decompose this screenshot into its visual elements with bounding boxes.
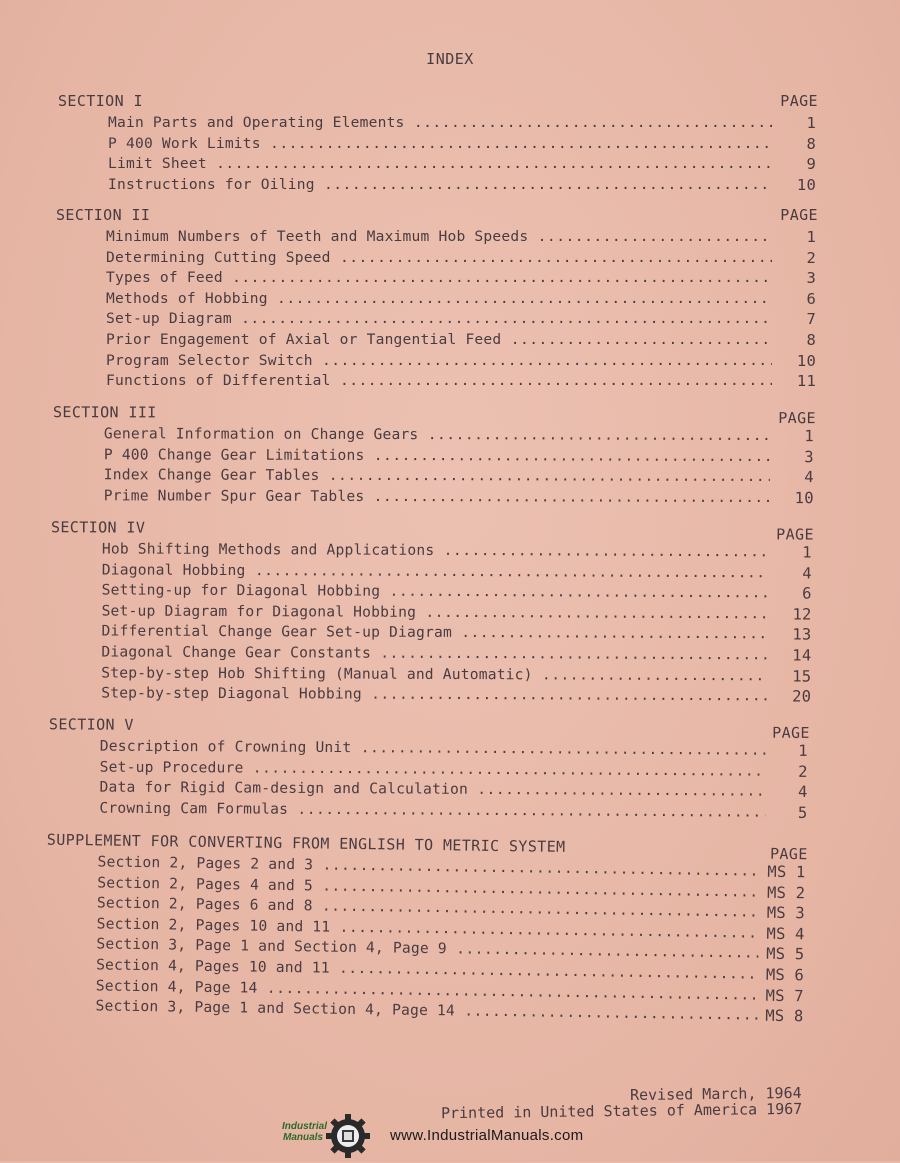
- entry-page-number: 10: [796, 351, 816, 370]
- entry-page-number: MS 2: [766, 883, 806, 902]
- entry-page-number: 8: [806, 134, 816, 153]
- section-header: [0, 206, 900, 228]
- section-6: [0, 830, 900, 1029]
- entry-page-number: 6: [806, 289, 816, 308]
- index-entry: [0, 446, 900, 469]
- entry-title: Instructions for Oiling .....: [108, 176, 772, 193]
- entry-page-number: 10: [794, 488, 814, 507]
- entry-page-number: 1: [798, 741, 808, 760]
- entry-title: Step-by-step Diagonal Hobbing .....: [101, 685, 767, 705]
- section-header: [0, 92, 900, 114]
- entry-page-number: 10: [796, 175, 816, 194]
- section-5: [0, 715, 900, 825]
- index-entry: [0, 290, 900, 311]
- page-column-label: PAGE: [780, 92, 818, 110]
- index-entry: [0, 155, 900, 176]
- section-2: [0, 206, 900, 393]
- page-column-label: PAGE: [776, 525, 814, 544]
- entry-title: Set-up Procedure .....: [100, 758, 766, 779]
- section-title: SUPPLEMENT FOR CONVERTING FROM ENGLISH TO METRIC SYSTEM: [46, 830, 566, 856]
- section-4: [0, 518, 900, 709]
- entry-title: Hob Shifting Methods and Applications .....: [102, 540, 768, 560]
- index-entry: [0, 114, 900, 135]
- entry-page-number: 4: [804, 468, 814, 487]
- index-entry: [0, 799, 899, 825]
- entry-page-number: 8: [806, 330, 816, 349]
- index-entry: [0, 372, 900, 393]
- index-entry: [0, 269, 900, 290]
- entry-page-number: MS 3: [766, 903, 806, 923]
- section-3: [0, 403, 900, 510]
- index-entry: [0, 487, 900, 510]
- industrial-manuals-logo: [282, 1113, 374, 1159]
- entry-title: P 400 Change Gear Limitations .....: [104, 446, 770, 465]
- index-entry: [0, 331, 900, 352]
- entry-title: Section 2, Pages 4 and 5 .....: [97, 874, 759, 900]
- section-header: [0, 403, 900, 427]
- section-title: SECTION III: [52, 403, 157, 422]
- entry-title: Main Parts and Operating Elements .....: [108, 114, 772, 131]
- entry-title: Section 2, Pages 2 and 3 .....: [97, 853, 759, 879]
- entry-title: Diagonal Change Gear Constants .....: [101, 643, 767, 663]
- entry-title: Differential Change Gear Set-up Diagram .....: [101, 623, 767, 643]
- entry-page-number: 1: [802, 543, 812, 562]
- entry-page-number: 6: [802, 584, 812, 603]
- index-entry: [0, 310, 900, 331]
- entry-title: Crowning Cam Formulas .....: [99, 799, 765, 820]
- section-title: SECTION V: [48, 715, 134, 734]
- entry-title: Index Change Gear Tables .....: [104, 466, 770, 485]
- entry-page-number: 11: [796, 372, 816, 391]
- index-entry: [0, 135, 900, 156]
- entry-page-number: MS 8: [765, 1006, 804, 1026]
- section-title: SECTION II: [56, 206, 151, 224]
- entry-page-number: MS 4: [766, 924, 805, 944]
- entry-page-number: 20: [792, 687, 812, 706]
- entry-title: Section 3, Page 1 and Section 4, Page 9 .....: [96, 936, 758, 962]
- entry-title: Minimum Numbers of Teeth and Maximum Hob Speeds .....: [106, 228, 772, 245]
- entry-page-number: 7: [806, 310, 816, 329]
- index-entry: [0, 425, 900, 448]
- index-entry: [0, 466, 900, 489]
- entry-title: Prior Engagement of Axial or Tangential Feed .....: [106, 331, 772, 348]
- index-entry: [0, 684, 899, 709]
- entry-page-number: MS 6: [765, 965, 805, 985]
- entry-title: Program Selector Switch .....: [106, 352, 772, 369]
- revised-note: Revised March, 1964: [630, 1083, 803, 1105]
- entry-title: General Information on Change Gears .....: [104, 425, 770, 444]
- entry-page-number: 1: [804, 427, 814, 446]
- entry-title: P 400 Work Limits .....: [108, 135, 772, 152]
- index-entry: [0, 176, 900, 197]
- entry-page-number: 14: [792, 646, 812, 665]
- entry-title: Limit Sheet .....: [108, 155, 772, 172]
- entry-title: Types of Feed .....: [106, 269, 772, 286]
- entry-title: Functions of Differential .....: [106, 372, 772, 389]
- entry-title: Set-up Diagram for Diagonal Hobbing .....: [102, 602, 768, 622]
- entry-title: Section 3, Page 1 and Section 4, Page 14 .....: [95, 998, 757, 1024]
- entry-title: Description of Crowning Unit .....: [100, 738, 766, 759]
- entry-page-number: MS 5: [766, 945, 805, 964]
- page-column-label: PAGE: [780, 206, 818, 224]
- entry-title: Determining Cutting Speed .....: [106, 249, 772, 266]
- entry-title: Section 4, Page 14 .....: [96, 977, 758, 1003]
- entry-page-number: 3: [806, 269, 816, 288]
- entry-page-number: 2: [798, 762, 808, 781]
- index-entry: [0, 352, 900, 373]
- entry-page-number: 12: [792, 605, 812, 624]
- entry-title: Section 2, Pages 6 and 8 .....: [97, 895, 759, 921]
- entry-page-number: 2: [806, 248, 816, 267]
- entry-page-number: MS 7: [765, 986, 804, 1005]
- logo-text: Industrial Manuals: [282, 1121, 328, 1143]
- entry-title: Methods of Hobbing .....: [106, 290, 772, 307]
- entry-title: Prime Number Spur Gear Tables .....: [104, 487, 770, 506]
- section-title: SECTION IV: [50, 518, 146, 537]
- entry-page-number: 4: [797, 783, 808, 802]
- entry-page-number: 1: [806, 114, 816, 132]
- section-1: [0, 92, 900, 196]
- entry-page-number: 5: [797, 803, 808, 822]
- entry-page-number: MS 1: [767, 862, 806, 882]
- page-column-label: PAGE: [769, 844, 808, 864]
- index-entry: [0, 249, 900, 270]
- page-title: INDEX: [426, 50, 474, 68]
- entry-page-number: 3: [804, 447, 814, 466]
- entry-page-number: 1: [806, 228, 816, 246]
- entry-title: Data for Rigid Cam-design and Calculation .....: [100, 779, 766, 800]
- index-entry: [0, 228, 900, 249]
- entry-page-number: 9: [806, 155, 816, 174]
- page-column-label: PAGE: [772, 723, 810, 742]
- entry-title: Section 4, Pages 10 and 11 .....: [96, 956, 758, 982]
- entry-title: Diagonal Hobbing .....: [102, 561, 768, 581]
- entry-title: Setting-up for Diagonal Hobbing .....: [102, 582, 768, 602]
- section-title: SECTION I: [58, 92, 143, 110]
- printed-note: Printed in United States of America 1967: [440, 1099, 803, 1123]
- website-url[interactable]: www.IndustrialManuals.com: [390, 1127, 584, 1144]
- entry-title: Set-up Diagram .....: [106, 310, 772, 327]
- page-column-label: PAGE: [778, 409, 816, 428]
- entry-title: Step-by-step Hob Shifting (Manual and Automatic) .....: [101, 664, 767, 684]
- entry-page-number: 4: [802, 564, 812, 583]
- entry-page-number: 15: [792, 667, 812, 686]
- entry-page-number: 13: [792, 625, 812, 644]
- entry-title: Section 2, Pages 10 and 11 .....: [97, 915, 759, 941]
